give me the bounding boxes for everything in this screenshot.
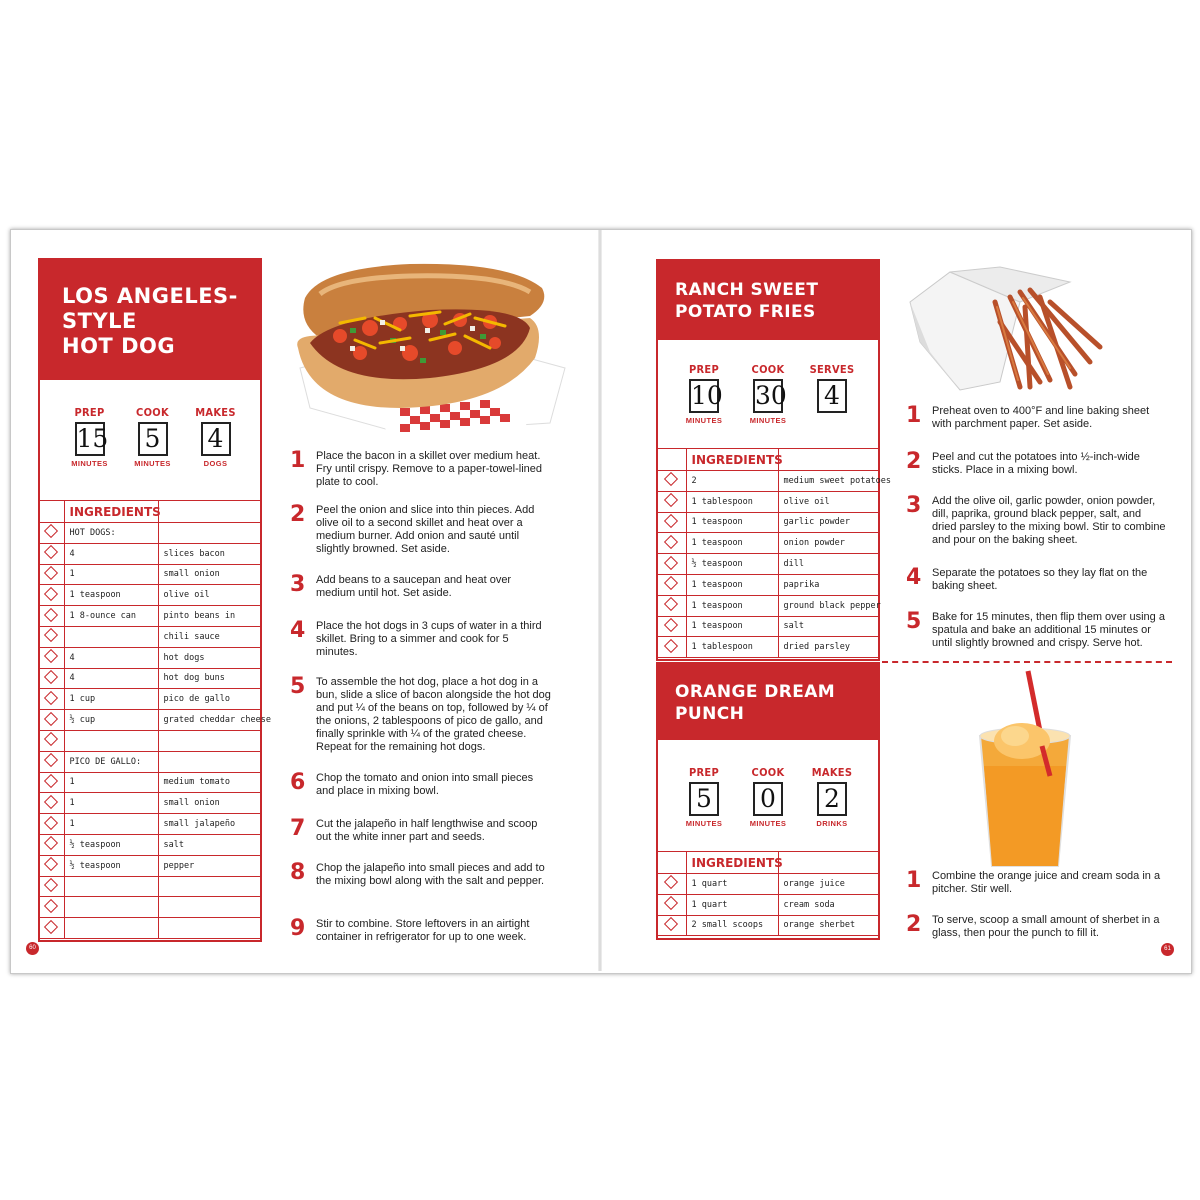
ingredient-qty: 1 tablespoon (686, 491, 778, 512)
ingredient-qty (64, 730, 158, 751)
checkbox-diamond-icon[interactable] (44, 919, 58, 933)
ingredient-row (656, 874, 880, 895)
ingredient-item: olive oil (778, 491, 880, 512)
ingredient-qty: 1 quart (686, 874, 778, 895)
hot-dog-stats (58, 406, 248, 468)
ingredient-item: salt (778, 616, 880, 637)
step-number: 7 (290, 816, 306, 841)
ingredient-item: grated cheddar cheese (158, 710, 262, 731)
fries-steps (906, 405, 1168, 660)
ingredients-header: INGREDIENTS (686, 852, 778, 874)
step-text: Peel the onion and slice into thin pieces. Add olive oil to a second skillet and heat over a medium burner. Add onion and sauté until slightly browned. Set aside. (316, 504, 535, 555)
prep-value-box: 5 (689, 782, 719, 816)
ingredient-item: cream soda (778, 894, 880, 915)
recipe-step (290, 450, 552, 489)
step-number: 2 (290, 502, 306, 527)
recipe-step (906, 405, 1168, 431)
prep-value-box: 15 (75, 422, 105, 456)
fries-ingredients-table (656, 448, 891, 658)
recipe-step (906, 495, 1168, 547)
checkbox-diamond-icon[interactable] (664, 917, 678, 931)
checkbox-diamond-icon[interactable] (44, 545, 58, 559)
ingredient-qty: ½ teaspoon (64, 855, 158, 876)
step-number: 4 (290, 618, 306, 643)
ingredient-row (38, 730, 262, 751)
sweet-potato-fries-recipe-card (656, 259, 891, 661)
step-text: Combine the orange juice and cream soda in a pitcher. Stir well. (932, 870, 1161, 895)
ingredient-row (38, 897, 262, 918)
ingredient-item (158, 918, 262, 939)
step-text: Cut the jalapeño in half lengthwise and scoop out the white inner part and seeds. (316, 818, 538, 843)
book-gutter (598, 230, 602, 971)
orange-punch-recipe-card (656, 662, 880, 940)
step-text: Peel and cut the potatoes into ½-inch-wide sticks. Place in a mixing bowl. (932, 451, 1140, 476)
ingredient-qty: 4 (64, 543, 158, 564)
section-divider (882, 661, 1172, 663)
ingredient-qty: ½ cup (64, 710, 158, 731)
serves-value-box: 4 (817, 379, 847, 413)
stat-cook: COOK 30 MINUTES (749, 363, 787, 425)
checkbox-diamond-icon[interactable] (44, 815, 58, 829)
ingredients-header: INGREDIENTS (64, 501, 158, 523)
ingredient-row (38, 710, 262, 731)
step-text: Stir to combine. Store leftovers in an airtight container in refrigerator for up to one week. (316, 918, 530, 943)
checkbox-diamond-icon[interactable] (44, 628, 58, 642)
ingredient-row (656, 894, 880, 915)
checkbox-diamond-icon[interactable] (44, 587, 58, 601)
stat-makes: MAKES 2 DRINKS (811, 766, 853, 828)
checkbox-diamond-icon[interactable] (44, 857, 58, 871)
step-number: 4 (906, 565, 922, 590)
ingredient-qty: 1 tablespoon (686, 637, 778, 658)
ingredient-row (656, 533, 880, 554)
ingredient-item: pepper (158, 855, 262, 876)
sweet-potato-fries-photo (900, 262, 1170, 397)
makes-value-box: 4 (201, 422, 231, 456)
ingredient-item: olive oil (158, 585, 262, 606)
ingredient-row (38, 668, 262, 689)
checkbox-diamond-icon[interactable] (664, 514, 678, 528)
ingredient-qty: 1 (64, 793, 158, 814)
recipe-step (906, 914, 1168, 940)
checkbox-diamond-icon[interactable] (664, 618, 678, 632)
ingredient-item: garlic powder (778, 512, 880, 533)
ingredient-item (158, 523, 262, 544)
hot-dog-title: LOS ANGELES- STYLE HOT DOG (40, 260, 260, 380)
checkbox-diamond-icon[interactable] (664, 556, 678, 570)
recipe-step (290, 818, 552, 844)
ingredient-qty (64, 918, 158, 939)
ingredient-item (158, 897, 262, 918)
ingredient-item: small jalapeño (158, 814, 262, 835)
hot-dog-ingredients-table (38, 500, 271, 939)
step-text: To assemble the hot dog, place a hot dog in a bun, slide a slice of bacon alongside the hot dog and put ¼ of the beans on top, followed by ¼ of the onions, 2 tablespoons of pico de gallo, and finally sprinkle with ¼ of the grated cheese. Repeat for the remaining hot dogs. (316, 676, 551, 753)
step-number: 6 (290, 770, 306, 795)
step-number: 3 (290, 572, 306, 597)
checkbox-diamond-icon[interactable] (44, 836, 58, 850)
cook-value-box: 5 (138, 422, 168, 456)
checkbox-diamond-icon[interactable] (664, 639, 678, 653)
ingredient-item: medium tomato (158, 772, 262, 793)
ingredient-row (38, 626, 262, 647)
ingredient-item: pinto beans in (158, 606, 262, 627)
ingredient-item (158, 730, 262, 751)
step-text: Bake for 15 minutes, then flip them over using a spatula and bake an additional 15 minutes or until slightly browned and crispy. Serve hot. (932, 611, 1165, 649)
step-text: Preheat oven to 400°F and line baking sheet with parchment paper. Set aside. (932, 405, 1150, 430)
step-text: Chop the jalapeño into small pieces and add to the mixing bowl along with the salt and pepper. (316, 862, 545, 887)
ingredient-row (656, 616, 880, 637)
ingredient-qty: 1 8-ounce can (64, 606, 158, 627)
ingredient-qty: 1 teaspoon (686, 512, 778, 533)
ingredient-item: dried parsley (778, 637, 880, 658)
fries-title: RANCH SWEET POTATO FRIES (658, 261, 878, 340)
ingredient-row (38, 751, 262, 772)
cook-value-box: 0 (753, 782, 783, 816)
ingredient-row (38, 855, 262, 876)
ingredient-row (38, 834, 262, 855)
step-number: 1 (290, 448, 306, 473)
step-number: 3 (906, 493, 922, 518)
step-number: 5 (290, 674, 306, 699)
hot-dog-steps (290, 450, 552, 950)
checkbox-diamond-icon[interactable] (44, 566, 58, 580)
ingredient-qty: 1 teaspoon (64, 585, 158, 606)
checkbox-diamond-icon[interactable] (44, 732, 58, 746)
ingredient-qty: 1 (64, 814, 158, 835)
ingredient-qty: 1 (64, 772, 158, 793)
ingredient-row (38, 523, 262, 544)
ingredient-row (38, 814, 262, 835)
step-number: 2 (906, 912, 922, 937)
ingredient-qty: PICO DE GALLO: (64, 751, 158, 772)
step-number: 5 (906, 609, 922, 634)
ingredient-row (38, 918, 262, 939)
ingredient-item: onion powder (778, 533, 880, 554)
ingredient-item: orange juice (778, 874, 880, 895)
checkbox-diamond-icon[interactable] (44, 753, 58, 767)
checkbox-diamond-icon[interactable] (44, 524, 58, 538)
recipe-step (290, 772, 552, 798)
ingredient-item: salt (158, 834, 262, 855)
step-number: 8 (290, 860, 306, 885)
ingredient-item: paprika (778, 574, 880, 595)
checkbox-diamond-icon[interactable] (44, 774, 58, 788)
step-text: Add the olive oil, garlic powder, onion powder, dill, paprika, ground black pepper, salt, and dried parsley to the mixing bowl. Stir to combine and pour on the baking sheet. (932, 495, 1166, 546)
recipe-step (906, 611, 1168, 650)
ingredient-row (656, 491, 880, 512)
recipe-step (290, 620, 552, 659)
ingredient-row (656, 554, 880, 575)
step-number: 1 (906, 403, 922, 428)
ingredient-row (656, 595, 880, 616)
ingredient-item: orange sherbet (778, 915, 880, 936)
ingredient-qty: 4 (64, 668, 158, 689)
checkbox-diamond-icon[interactable] (44, 795, 58, 809)
ingredient-row (38, 543, 262, 564)
recipe-step (906, 451, 1168, 477)
checkbox-diamond-icon[interactable] (664, 875, 678, 889)
checkbox-diamond-icon[interactable] (44, 899, 58, 913)
stat-cook: COOK 5 MINUTES (134, 406, 171, 468)
recipe-step (290, 676, 552, 754)
checkbox-diamond-icon[interactable] (44, 691, 58, 705)
checkbox-diamond-icon[interactable] (664, 896, 678, 910)
ingredient-item: medium sweet potatoes (778, 471, 880, 492)
checkbox-diamond-icon[interactable] (44, 670, 58, 684)
ingredient-item: pico de gallo (158, 689, 262, 710)
cook-value-box: 30 (753, 379, 783, 413)
ingredient-qty: 1 cup (64, 689, 158, 710)
ingredient-qty: 1 teaspoon (686, 533, 778, 554)
checkbox-diamond-icon[interactable] (664, 576, 678, 590)
step-text: Add beans to a saucepan and heat over medium until hot. Set aside. (316, 574, 512, 599)
step-text: Place the hot dogs in 3 cups of water in a third skillet. Bring to a simmer and cook for 5 minutes. (316, 620, 542, 658)
ingredient-qty (64, 876, 158, 897)
ingredient-row (38, 564, 262, 585)
ingredient-qty (64, 897, 158, 918)
ingredient-qty: 1 teaspoon (686, 616, 778, 637)
page-number-right: 61 (1161, 943, 1174, 956)
step-number: 9 (290, 916, 306, 941)
stat-prep: PREP 15 MINUTES (71, 406, 109, 468)
stat-prep: PREP 5 MINUTES (685, 766, 723, 828)
ingredient-row (656, 574, 880, 595)
ingredient-qty: 1 teaspoon (686, 574, 778, 595)
punch-stats (672, 766, 868, 828)
ingredient-item: chili sauce (158, 626, 262, 647)
ingredient-row (38, 647, 262, 668)
fries-stats (672, 363, 868, 425)
punch-title: ORANGE DREAM PUNCH (658, 664, 878, 740)
ingredient-qty: 1 (64, 564, 158, 585)
ingredient-row (38, 606, 262, 627)
ingredient-item: hot dogs (158, 647, 262, 668)
stat-cook: COOK 0 MINUTES (749, 766, 787, 828)
ingredient-item: ground black pepper (778, 595, 880, 616)
ingredient-row (38, 772, 262, 793)
ingredient-qty: HOT DOGS: (64, 523, 158, 544)
recipe-step (290, 918, 552, 944)
hot-dog-recipe-card (29, 258, 271, 951)
recipe-step (290, 862, 552, 888)
ingredient-item: small onion (158, 793, 262, 814)
recipe-step (906, 870, 1168, 896)
recipe-step (290, 504, 552, 556)
punch-steps (906, 870, 1168, 950)
stat-makes: MAKES 4 DOGS (195, 406, 236, 468)
ingredient-item: slices bacon (158, 543, 262, 564)
stat-prep: PREP 10 MINUTES (685, 363, 723, 425)
step-text: Separate the potatoes so they lay flat on the baking sheet. (932, 567, 1148, 592)
checkbox-diamond-icon[interactable] (664, 597, 678, 611)
recipe-step (906, 567, 1168, 593)
step-text: To serve, scoop a small amount of sherbet in a glass, then pour the punch to fill it. (932, 914, 1160, 939)
punch-ingredients-table (656, 851, 880, 936)
ingredient-qty: 2 (686, 471, 778, 492)
checkbox-diamond-icon[interactable] (664, 535, 678, 549)
ingredient-row (38, 689, 262, 710)
step-number: 2 (906, 449, 922, 474)
makes-value-box: 2 (817, 782, 847, 816)
ingredient-item (158, 876, 262, 897)
checkbox-diamond-icon[interactable] (664, 472, 678, 486)
page-number-left: 60 (26, 942, 39, 955)
ingredient-qty: 2 small scoops (686, 915, 778, 936)
ingredient-row (656, 637, 880, 658)
ingredients-header: INGREDIENTS (686, 449, 778, 471)
ingredient-qty: 1 quart (686, 894, 778, 915)
ingredient-qty: ½ teaspoon (686, 554, 778, 575)
ingredient-item (158, 751, 262, 772)
ingredient-qty: 1 teaspoon (686, 595, 778, 616)
ingredient-qty: 4 (64, 647, 158, 668)
ingredient-row (656, 471, 880, 492)
ingredient-row (656, 915, 880, 936)
step-number: 1 (906, 868, 922, 893)
ingredient-qty (64, 626, 158, 647)
ingredient-item: dill (778, 554, 880, 575)
step-text: Place the bacon in a skillet over medium heat. Fry until crispy. Remove to a paper-towel-lined plate to cool. (316, 450, 542, 488)
checkbox-diamond-icon[interactable] (44, 711, 58, 725)
hot-dog-photo (280, 258, 580, 440)
ingredient-row (38, 793, 262, 814)
checkbox-diamond-icon[interactable] (44, 608, 58, 622)
stat-serves: SERVES 4 (800, 363, 864, 425)
recipe-step (290, 574, 552, 600)
checkbox-diamond-icon[interactable] (664, 493, 678, 507)
step-text: Chop the tomato and onion into small pieces and place in mixing bowl. (316, 772, 534, 797)
ingredient-item: small onion (158, 564, 262, 585)
checkbox-diamond-icon[interactable] (44, 878, 58, 892)
ingredient-item: hot dog buns (158, 668, 262, 689)
orange-punch-photo (970, 666, 1080, 871)
ingredient-row (38, 876, 262, 897)
ingredient-qty: ½ teaspoon (64, 834, 158, 855)
ingredient-row (38, 585, 262, 606)
prep-value-box: 10 (689, 379, 719, 413)
checkbox-diamond-icon[interactable] (44, 649, 58, 663)
ingredient-row (656, 512, 880, 533)
